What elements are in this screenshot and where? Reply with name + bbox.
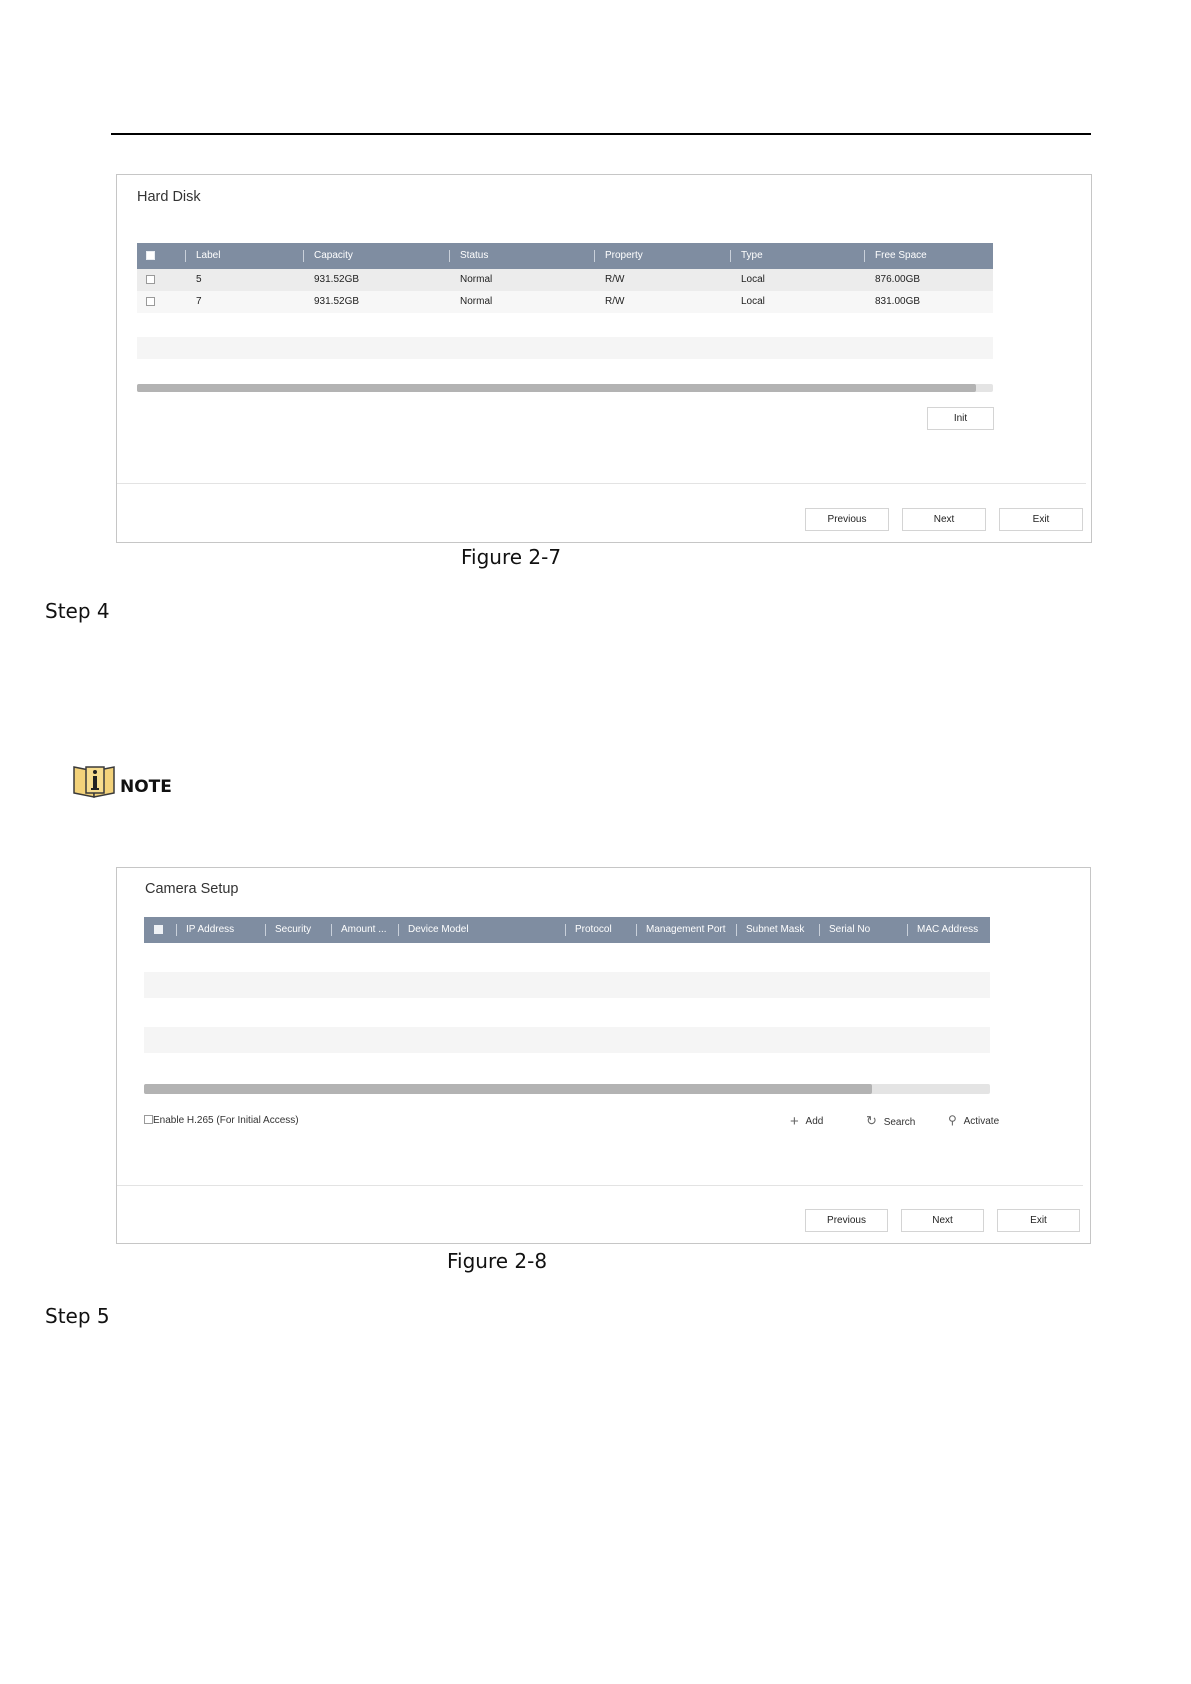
cell-type: Local: [741, 296, 765, 307]
table-row[interactable]: [137, 269, 993, 291]
column-separator: [636, 924, 637, 936]
figure-caption: Figure 2-7: [461, 545, 562, 569]
column-separator: [185, 250, 186, 262]
select-all-checkbox[interactable]: [154, 925, 163, 934]
next-button[interactable]: Next: [902, 508, 986, 531]
cell-free-space: 831.00GB: [875, 296, 921, 307]
column-separator: [331, 924, 332, 936]
search-button[interactable]: [866, 1113, 915, 1129]
column-header-property[interactable]: Property: [605, 250, 643, 261]
column-header-ip-address[interactable]: IP Address: [186, 924, 235, 935]
h265-toggle[interactable]: [144, 1115, 299, 1126]
search-label: Search: [883, 1117, 916, 1128]
previous-button[interactable]: Previous: [805, 508, 889, 531]
column-header-protocol[interactable]: Protocol: [575, 924, 612, 935]
footer-divider: [117, 1185, 1083, 1186]
key-icon: ⚲: [948, 1113, 957, 1127]
add-button[interactable]: [790, 1113, 823, 1130]
table-header: [144, 917, 990, 943]
column-separator: [449, 250, 450, 262]
column-separator: [265, 924, 266, 936]
column-header-serial-no[interactable]: Serial No: [829, 924, 871, 935]
column-separator: [864, 250, 865, 262]
horizontal-scrollbar[interactable]: [137, 384, 993, 392]
cell-property: R/W: [605, 296, 625, 307]
header-rule: [111, 133, 1091, 135]
exit-button[interactable]: Exit: [997, 1209, 1080, 1232]
table-row[interactable]: [137, 291, 993, 313]
cell-type: Local: [741, 274, 765, 285]
note-label: NOTE: [120, 777, 172, 797]
cell-capacity: 931.52GB: [314, 296, 360, 307]
empty-row: [137, 337, 993, 359]
column-header-amount[interactable]: Amount ...: [341, 924, 387, 935]
column-separator: [594, 250, 595, 262]
column-separator: [730, 250, 731, 262]
column-separator: [907, 924, 908, 936]
column-separator: [565, 924, 566, 936]
column-separator: [176, 924, 177, 936]
cell-status: Normal: [460, 274, 493, 285]
cell-property: R/W: [605, 274, 625, 285]
scrollbar-thumb[interactable]: [144, 1084, 872, 1094]
cell-status: Normal: [460, 296, 493, 307]
cell-label: 5: [196, 274, 202, 285]
column-separator: [398, 924, 399, 936]
plus-icon: +: [790, 1113, 799, 1130]
select-all-checkbox[interactable]: [146, 251, 155, 260]
cell-label: 7: [196, 296, 202, 307]
column-header-status[interactable]: Status: [460, 250, 489, 261]
horizontal-scrollbar[interactable]: [144, 1084, 990, 1094]
step-heading: Step 5: [45, 1304, 110, 1328]
column-header-management-port[interactable]: Management Port: [646, 924, 726, 935]
panel-title: Camera Setup: [145, 881, 239, 897]
camera-setup-panel: [116, 867, 1091, 1244]
column-separator: [303, 250, 304, 262]
cell-free-space: 876.00GB: [875, 274, 921, 285]
step-heading: Step 4: [45, 599, 110, 623]
column-header-capacity[interactable]: Capacity: [314, 250, 353, 261]
row-checkbox[interactable]: [146, 275, 155, 284]
note-callout: [72, 763, 182, 803]
column-header-free-space[interactable]: Free Space: [875, 250, 927, 261]
column-header-subnet-mask[interactable]: Subnet Mask: [746, 924, 805, 935]
note-icon: [72, 763, 118, 799]
h265-checkbox[interactable]: [144, 1115, 153, 1124]
init-button[interactable]: Init: [927, 407, 994, 430]
scrollbar-thumb[interactable]: [137, 384, 976, 392]
footer-divider: [117, 483, 1086, 484]
panel-title: Hard Disk: [137, 189, 201, 205]
cell-capacity: 931.52GB: [314, 274, 360, 285]
column-header-device-model[interactable]: Device Model: [408, 924, 469, 935]
row-checkbox[interactable]: [146, 297, 155, 306]
column-header-mac-address[interactable]: MAC Address: [917, 924, 979, 935]
refresh-icon: ↻: [866, 1113, 877, 1128]
column-separator: [736, 924, 737, 936]
column-separator: [819, 924, 820, 936]
h265-label: Enable H.265 (For Initial Access): [153, 1115, 299, 1126]
activate-button[interactable]: [948, 1113, 999, 1127]
table-header: [137, 243, 993, 269]
previous-button[interactable]: Previous: [805, 1209, 888, 1232]
empty-row: [144, 972, 990, 998]
figure-caption: Figure 2-8: [447, 1249, 548, 1273]
hard-disk-panel: [116, 174, 1092, 543]
column-header-type[interactable]: Type: [741, 250, 763, 261]
empty-row: [144, 1027, 990, 1053]
activate-label: Activate: [963, 1116, 1000, 1127]
column-header-label[interactable]: Label: [196, 250, 221, 261]
add-label: Add: [805, 1116, 824, 1127]
next-button[interactable]: Next: [901, 1209, 984, 1232]
column-header-security[interactable]: Security: [275, 924, 312, 935]
exit-button[interactable]: Exit: [999, 508, 1083, 531]
